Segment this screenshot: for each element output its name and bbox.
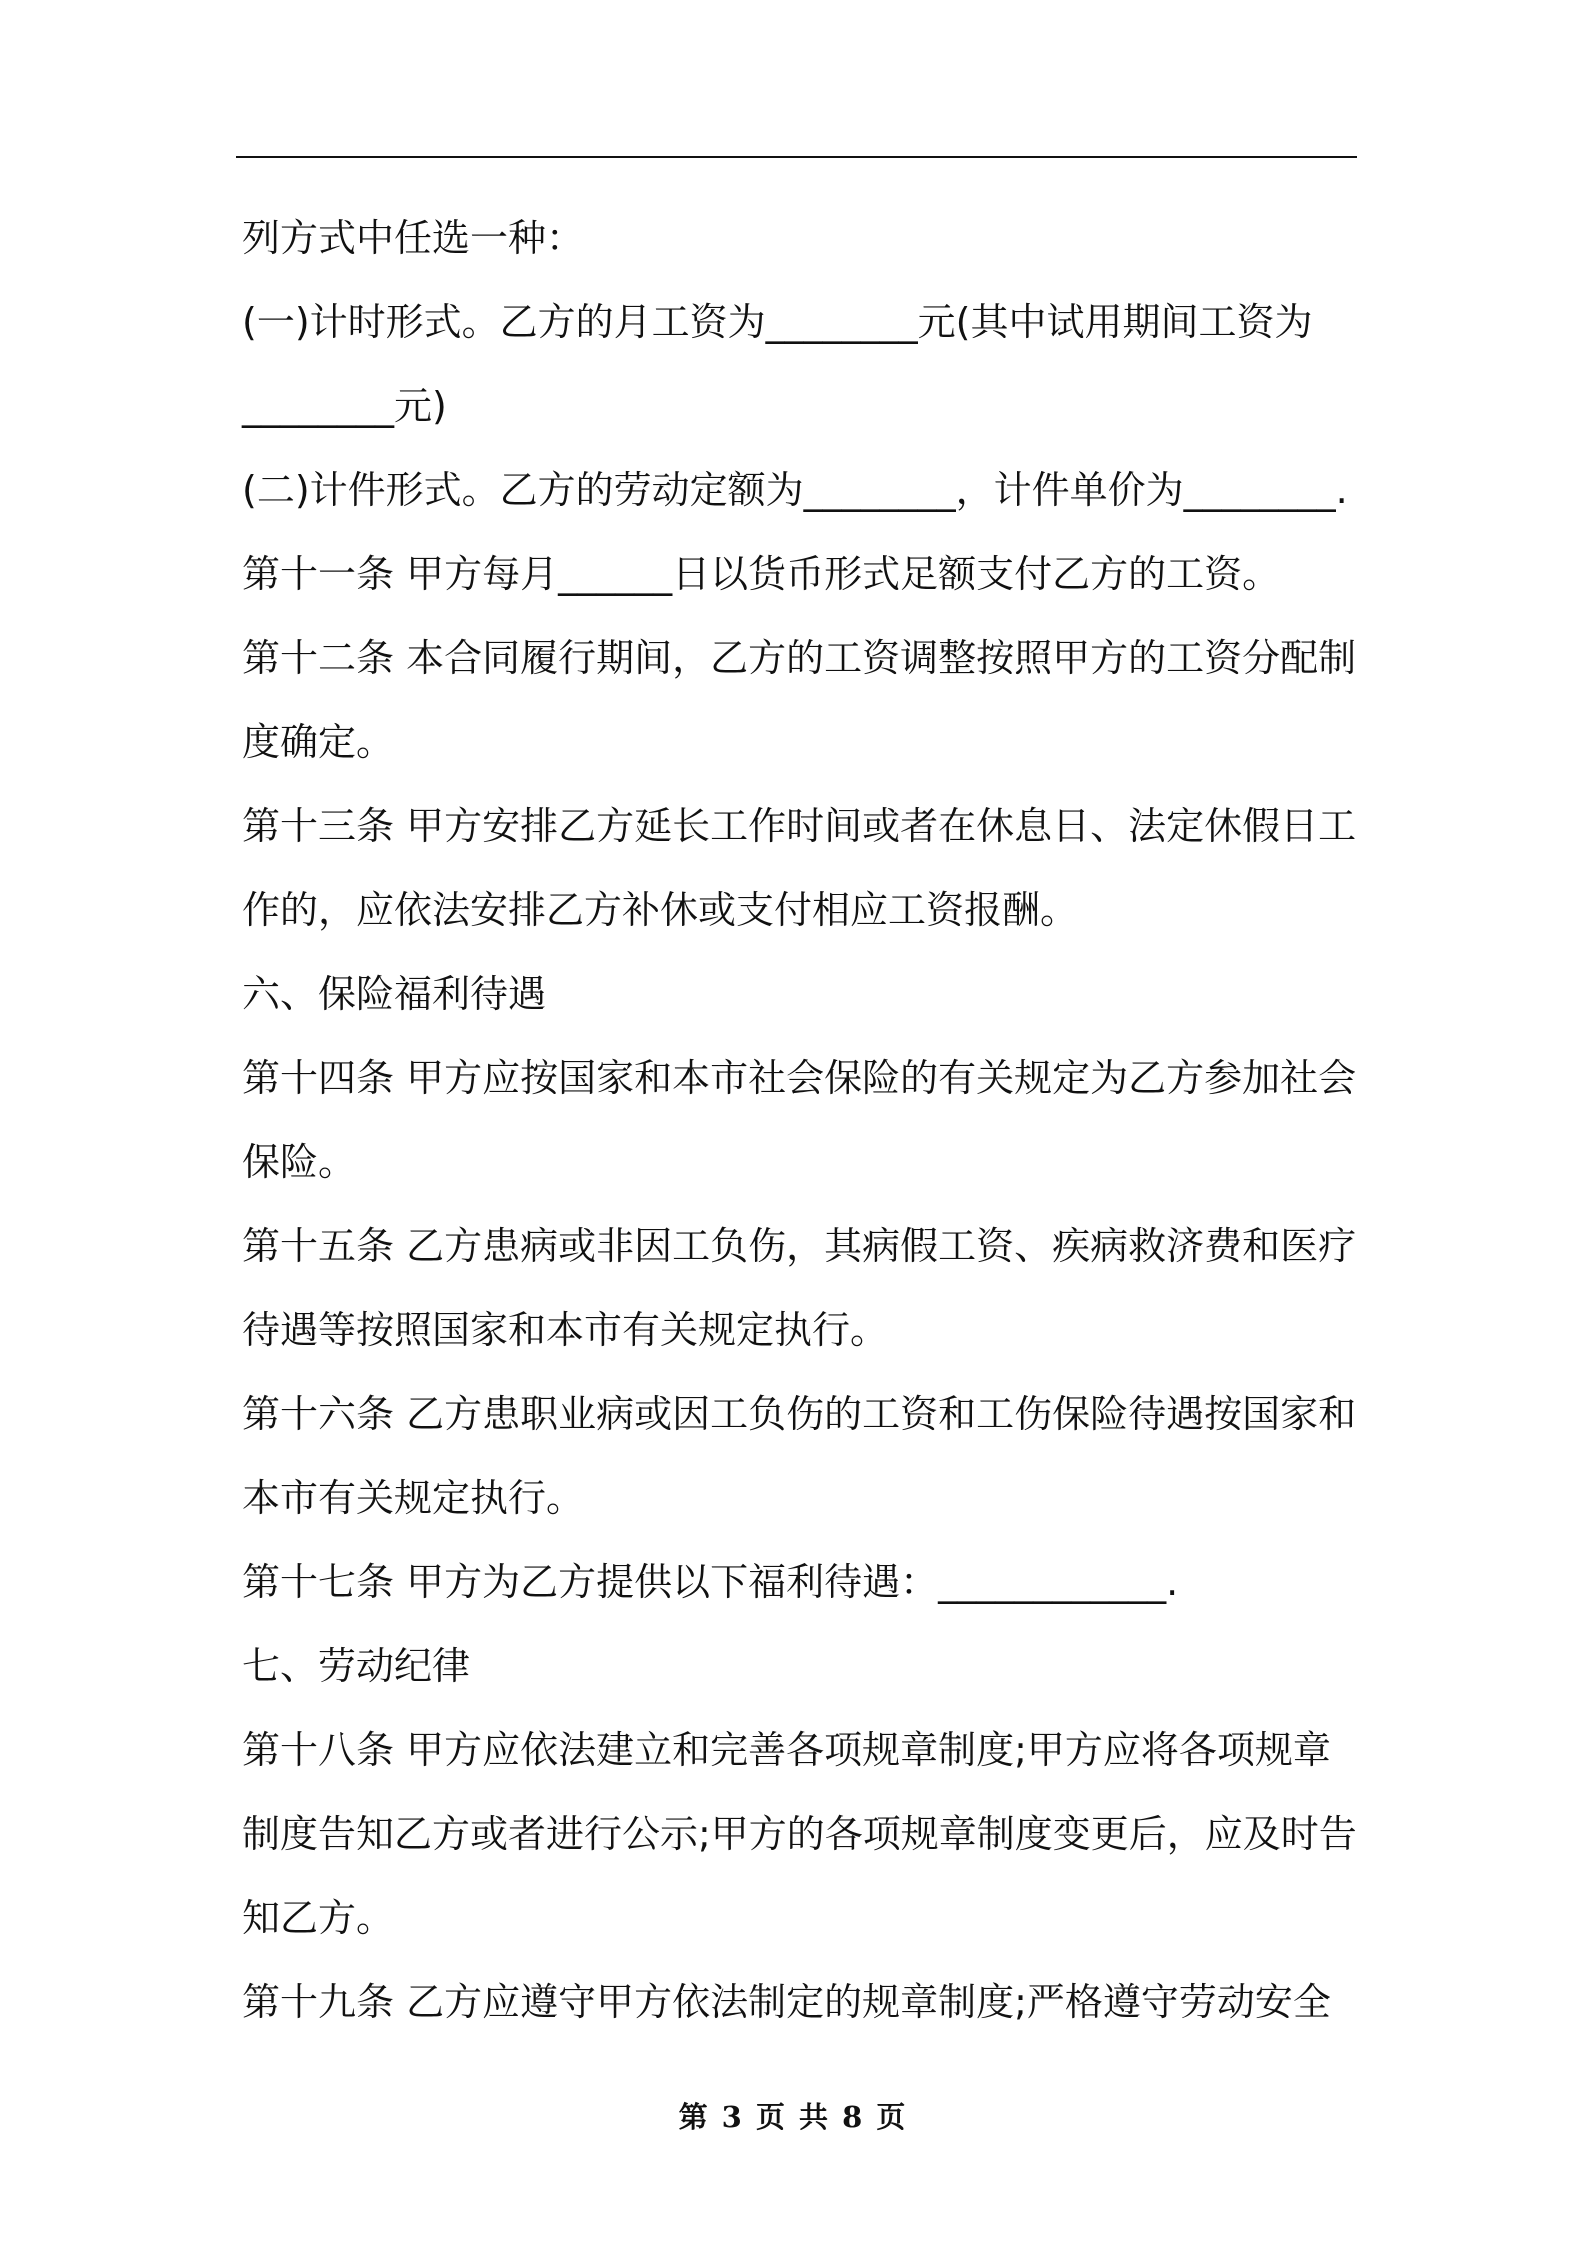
text-line-11: 第十四条 甲方应按国家和本市社会保险的有关规定为乙方参加社会: [242, 1056, 1357, 1100]
section-heading-discipline: 七、劳动纪律: [242, 1644, 471, 1688]
text-line-4: (二)计件形式。乙方的劳动定额为________，计件单价为________.: [242, 468, 1348, 512]
page-number: 第 3 页 共 8 页: [678, 2100, 908, 2134]
section-heading-insurance: 六、保险福利待遇: [242, 972, 547, 1016]
text-line-12: 保险。: [242, 1140, 357, 1184]
header-rule: [236, 156, 1357, 158]
text-line-9: 作的，应依法安排乙方补休或支付相应工资报酬。: [242, 888, 1079, 932]
text-line-1: 列方式中任选一种：: [242, 216, 585, 260]
text-line-2: (一)计时形式。乙方的月工资为________元(其中试用期间工资为: [242, 300, 1313, 344]
text-line-16: 本市有关规定执行。: [242, 1476, 585, 1520]
text-line-20: 制度告知乙方或者进行公示;甲方的各项规章制度变更后，应及时告: [242, 1812, 1357, 1856]
text-line-22: 第十九条 乙方应遵守甲方依法制定的规章制度;严格遵守劳动安全: [242, 1980, 1331, 2024]
text-line-7: 度确定。: [242, 720, 395, 764]
text-line-21: 知乙方。: [242, 1896, 395, 1940]
text-line-8: 第十三条 甲方安排乙方延长工作时间或者在休息日、法定休假日工: [242, 804, 1357, 848]
text-line-14: 待遇等按照国家和本市有关规定执行。: [242, 1308, 889, 1352]
text-line-17: 第十七条 甲方为乙方提供以下福利待遇：____________.: [242, 1560, 1179, 1604]
text-line-13: 第十五条 乙方患病或非因工负伤，其病假工资、疾病救济费和医疗: [242, 1224, 1357, 1268]
text-line-19: 第十八条 甲方应依法建立和完善各项规章制度;甲方应将各项规章: [242, 1728, 1331, 1772]
document-body: [242, 196, 1362, 2044]
text-line-5: 第十一条 甲方每月______日以货币形式足额支付乙方的工资。: [242, 552, 1281, 596]
text-line-3: ________元): [242, 384, 447, 428]
text-line-15: 第十六条 乙方患职业病或因工负伤的工资和工伤保险待遇按国家和: [242, 1392, 1357, 1436]
text-line-6: 第十二条 本合同履行期间，乙方的工资调整按照甲方的工资分配制: [242, 636, 1357, 680]
